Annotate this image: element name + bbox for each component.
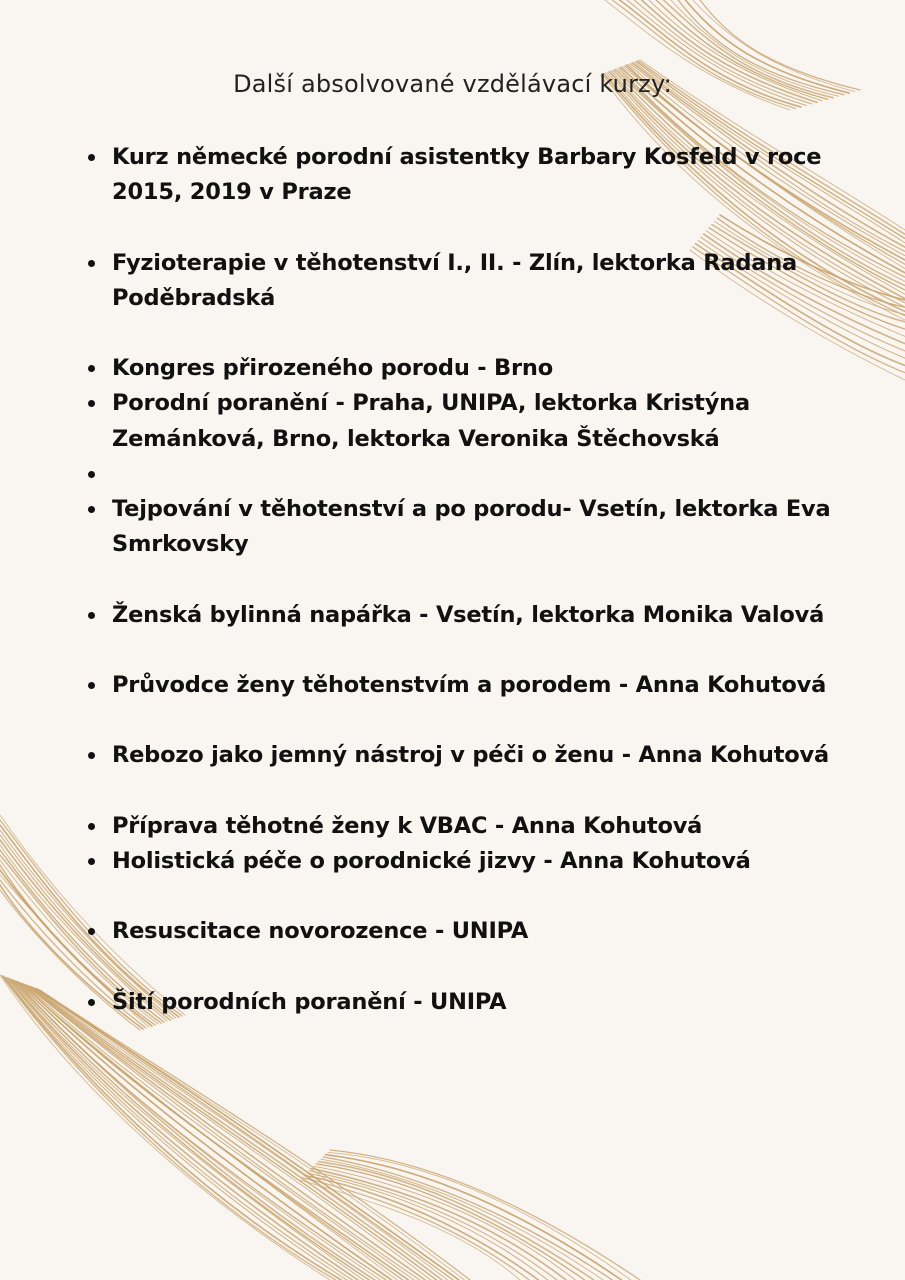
decor-line [5,977,347,1280]
decor-line [29,986,431,1280]
page-title: Další absolvované vzdělávací kurzy: [233,70,672,98]
list-item: Šití porodních poranění - UNIPA [112,985,852,1020]
list-item: Holistická péče o porodnické jizvy - Anna Kohutová [112,844,852,879]
decor-line [3,976,341,1280]
decor-line [325,1155,621,1280]
decor-line [11,979,369,1280]
decor-line [321,1159,603,1280]
decor-line [32,987,442,1280]
list-item: Resuscitace novorozence - UNIPA [112,914,852,949]
list-item: Příprava těhotné ženy k VBAC - Anna Kohutová [112,809,852,844]
decor-line [300,1180,520,1280]
decor-line [6,977,352,1280]
decor-line [312,1168,567,1280]
decor-line [38,989,464,1280]
decor-line [22,983,408,1280]
decor-line [316,1164,584,1280]
decor-line [37,989,459,1280]
list-item: Kurz německé porodní asistentky Barbary Kosfeld v roce 2015, 2019 v Praze [112,140,852,210]
decor-line [318,1162,593,1280]
decor-line [26,985,420,1280]
decor-line [10,979,364,1280]
decor-line [21,983,403,1280]
list-item: Průvodce ženy těhotenstvím a porodem - Anna Kohutová [112,668,852,703]
decor-line [330,1150,640,1280]
decor-line [18,982,392,1280]
decor-line [13,980,375,1280]
list-item [112,457,852,492]
decor-line [27,985,425,1280]
decor-line [305,1175,539,1280]
decor-line [302,1178,529,1280]
decor-line [19,982,397,1280]
decor-line [24,984,414,1280]
decor-line [323,1157,612,1280]
decor-line [34,988,448,1280]
decor-line [35,988,453,1280]
decor-line [40,990,470,1280]
decor-line [307,1173,548,1280]
list-item: Ženská bylinná napářka - Vsetín, lektorka Monika Valová [112,598,852,633]
list-item: Tejpování v těhotenství a po porodu- Vsetín, lektorka Eva Smrkovsky [112,492,852,562]
decor-line [0,975,330,1280]
list-item: Porodní poranění - Praha, UNIPA, lektorka Kristýna Zemánková, Brno, lektorka Veronika Štěchovská [112,386,852,456]
decor-line [14,980,380,1280]
decor-line [8,978,358,1280]
decor-line [314,1166,576,1280]
decor-line [309,1171,557,1280]
decor-line [16,981,386,1280]
list-item: Rebozo jako jemný nástroj v péči o ženu - Anna Kohutová [112,738,852,773]
list-item: Kongres přirozeného porodu - Brno [112,351,852,386]
list-item: Fyzioterapie v těhotenství I., II. - Zlín, lektorka Radana Poděbradská [112,246,852,316]
course-list [112,140,852,1020]
decor-line [2,976,336,1280]
decor-line [328,1152,631,1280]
decor-line [30,986,436,1280]
